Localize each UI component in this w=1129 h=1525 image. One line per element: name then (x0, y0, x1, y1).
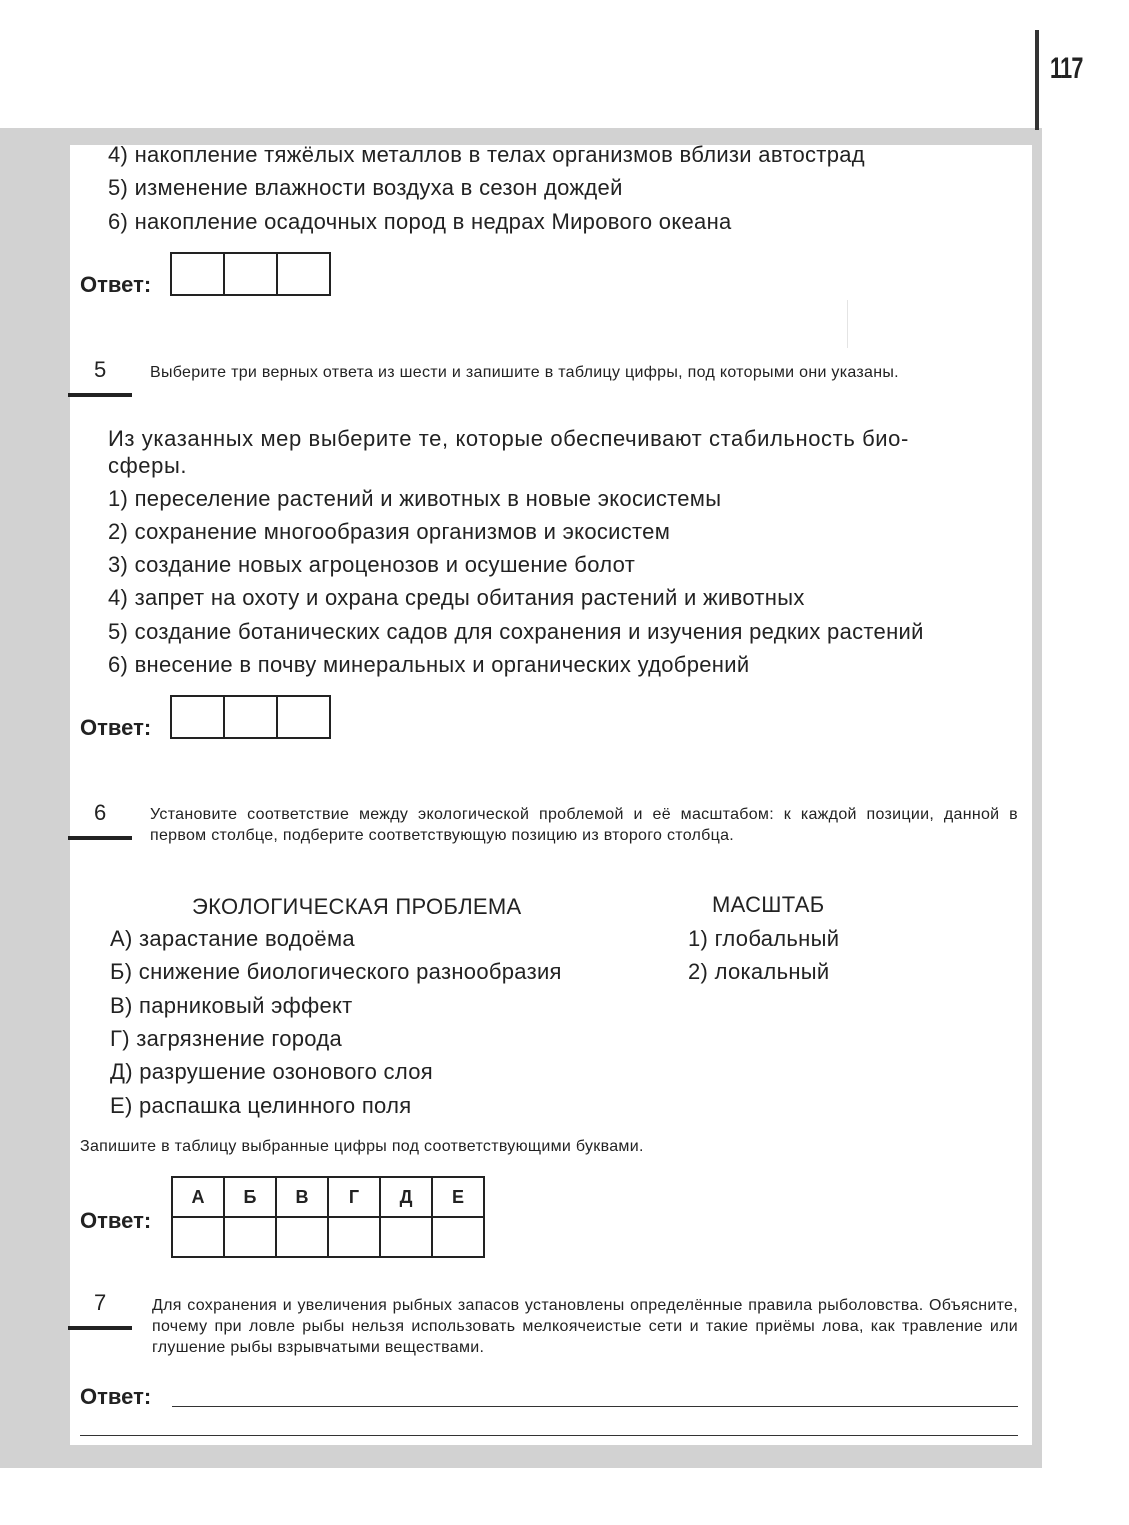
q6-left-header: ЭКОЛОГИЧЕСКАЯ ПРОБЛЕМА (192, 894, 522, 919)
answer-table-header: Г (328, 1177, 380, 1217)
q6-right-item-2: 2) локальный (688, 959, 830, 984)
q6-left-item-d: Д) разрушение озонового слоя (110, 1059, 433, 1084)
q4-option-5: 5) изменение влажности воздуха в сезон дождей (108, 175, 623, 200)
answer-table-input-row (172, 1217, 484, 1257)
answer-cell[interactable] (380, 1217, 432, 1257)
q6-instruction: Установите соответствие между экологической проблемой и её масштабом: к каждой позиции, данной в первом столбце, подберите соответствующую позицию из второго столбца. (150, 806, 1018, 844)
q5-option-5: 5) создание ботанических садов для сохранения и изучения редких растений (108, 619, 924, 644)
answer-cell[interactable] (224, 1217, 276, 1257)
answer-cell[interactable] (172, 254, 225, 294)
answer-table-header: Д (380, 1177, 432, 1217)
answer-cell[interactable] (225, 254, 278, 294)
answer-cell[interactable] (172, 1217, 224, 1257)
q5-answer-label: Ответ: (80, 715, 152, 740)
q6-left-item-a: А) зарастание водоёма (110, 926, 355, 951)
q7-answer-line-1[interactable] (172, 1406, 1018, 1407)
q6-answer-label: Ответ: (80, 1208, 152, 1233)
q7-instruction: Для сохранения и увеличения рыбных запасов установлены определённые правила рыболовства. Объясните, почему при ловле рыбы нельзя использовать мелкоячеистые сети и такие приёмы лова, как травление или глушение рыбы взрывчатыми веществами. (152, 1297, 1018, 1356)
page-number: 117 (1050, 52, 1083, 85)
q7-answer-line-2[interactable] (80, 1435, 1018, 1436)
answer-cell[interactable] (328, 1217, 380, 1257)
answer-cell[interactable] (172, 697, 225, 737)
header-rule (1035, 30, 1039, 130)
q4-answer-label: Ответ: (80, 272, 152, 297)
answer-table-header: Е (432, 1177, 484, 1217)
q7-number-bar (68, 1326, 132, 1330)
q7-answer-label: Ответ: (80, 1384, 152, 1409)
answer-cell[interactable] (276, 1217, 328, 1257)
q5-number: 5 (94, 357, 107, 382)
q6-left-item-b: Б) снижение биологического разнообразия (110, 959, 562, 984)
q7-number: 7 (94, 1290, 107, 1315)
q4-option-6: 6) накопление осадочных пород в недрах Мирового океана (108, 209, 732, 234)
q6-number: 6 (94, 800, 107, 825)
q5-instruction: Выберите три верных ответа из шести и запишите в таблицу цифры, под которыми они указаны. (150, 364, 899, 381)
answer-cell[interactable] (432, 1217, 484, 1257)
q5-option-3: 3) создание новых агроценозов и осушение болот (108, 552, 636, 577)
q5-answer-boxes[interactable] (170, 695, 331, 739)
q5-option-4: 4) запрет на охоту и охрана среды обитания растений и животных (108, 585, 805, 610)
answer-cell[interactable] (278, 254, 329, 294)
q6-left-item-e: Е) распашка целинного поля (110, 1093, 412, 1118)
q5-question-line1: Из указанных мер выберите те, которые обеспечивают стабильность био- (108, 426, 909, 451)
q4-option-4: 4) накопление тяжёлых металлов в телах организмов вблизи автострад (108, 142, 865, 167)
q6-left-item-v: В) парниковый эффект (110, 993, 353, 1018)
answer-cell[interactable] (225, 697, 278, 737)
q5-option-1: 1) переселение растений и животных в новые экосистемы (108, 486, 722, 511)
q5-option-6: 6) внесение в почву минеральных и органических удобрений (108, 652, 750, 677)
q5-number-bar (68, 393, 132, 397)
q6-number-bar (68, 836, 132, 840)
q6-right-header: МАСШТАБ (712, 892, 825, 917)
q5-option-2: 2) сохранение многообразия организмов и экосистем (108, 519, 671, 544)
answer-cell[interactable] (278, 697, 329, 737)
q4-answer-boxes[interactable] (170, 252, 331, 296)
answer-table-header: В (276, 1177, 328, 1217)
answer-table-header: Б (224, 1177, 276, 1217)
q6-answer-table[interactable] (171, 1176, 485, 1258)
q5-question-line2: сферы. (108, 453, 188, 478)
answer-table-header: А (172, 1177, 224, 1217)
q6-table-instruction: Запишите в таблицу выбранные цифры под соответствующими буквами. (80, 1138, 644, 1155)
scan-artifact-line (847, 300, 848, 348)
answer-table-header-row (172, 1177, 484, 1217)
q6-left-item-g: Г) загрязнение города (110, 1026, 342, 1051)
q6-right-item-1: 1) глобальный (688, 926, 840, 951)
